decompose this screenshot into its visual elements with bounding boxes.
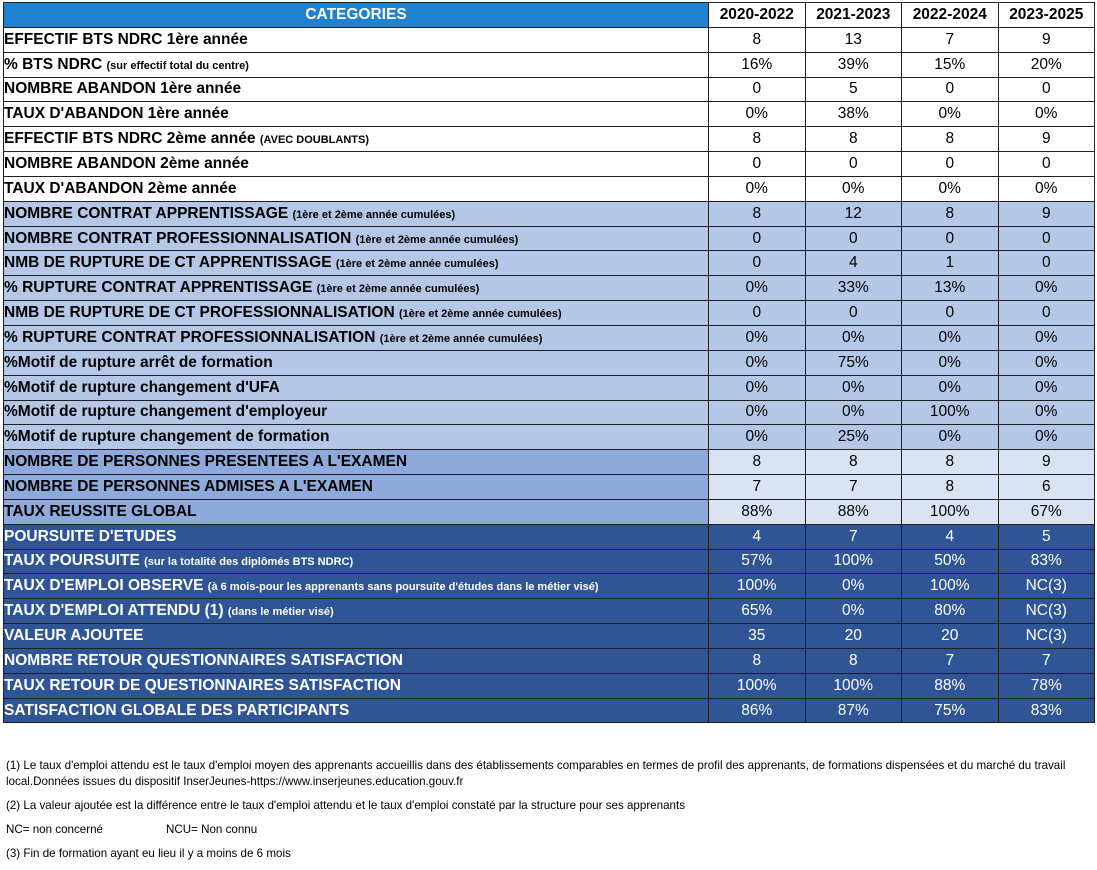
row-category: [4, 400, 709, 425]
row-label: NMB DE RUPTURE DE CT APPRENTISSAGE: [4, 254, 332, 272]
table-row: [4, 127, 1095, 152]
row-value: 0%: [805, 375, 902, 400]
row-category: [4, 425, 709, 450]
row-value: 7: [805, 475, 902, 500]
row-value: 0%: [709, 176, 806, 201]
row-value: 7: [902, 648, 999, 673]
row-value: 7: [709, 475, 806, 500]
row-category: [4, 350, 709, 375]
row-value: 38%: [805, 102, 902, 127]
row-value: 0%: [998, 425, 1095, 450]
row-value: 8: [902, 201, 999, 226]
row-label: EFFECTIF BTS NDRC 1ère année: [4, 30, 248, 48]
table-row: [4, 400, 1095, 425]
row-label: %Motif de rupture changement de formation: [4, 428, 330, 446]
row-label: NOMBRE CONTRAT PROFESSIONNALISATION: [4, 229, 352, 247]
header-year-3: 2022-2024: [902, 3, 999, 28]
row-value: 0%: [709, 276, 806, 301]
legend-ncu: NCU= Non connu: [166, 823, 258, 836]
row-label: % RUPTURE CONTRAT PROFESSIONNALISATION: [4, 328, 376, 346]
row-category: [4, 251, 709, 276]
table-row: [4, 201, 1095, 226]
row-label: %Motif de rupture changement d'UFA: [4, 378, 280, 396]
row-sublabel: (1ère et 2ème année cumulées): [316, 283, 480, 296]
row-value: NC(3): [998, 599, 1095, 624]
table-row: [4, 251, 1095, 276]
row-value: 0%: [998, 350, 1095, 375]
table-row: [4, 325, 1095, 350]
row-category: [4, 624, 709, 649]
table-row: [4, 475, 1095, 500]
row-category: [4, 375, 709, 400]
row-value: 57%: [709, 549, 806, 574]
row-value: 8: [709, 27, 806, 52]
row-value: 8: [902, 450, 999, 475]
table-row: [4, 152, 1095, 177]
row-value: 83%: [998, 549, 1095, 574]
row-value: 8: [709, 201, 806, 226]
row-value: 0%: [709, 325, 806, 350]
row-value: 0%: [998, 400, 1095, 425]
row-category: [4, 27, 709, 52]
row-sublabel: (1ère et 2ème année cumulées): [355, 233, 519, 246]
row-value: 87%: [805, 698, 902, 723]
row-sublabel: (1ère et 2ème année cumulées): [379, 332, 543, 345]
header-categories: CATEGORIES: [4, 3, 709, 28]
table-row: [4, 549, 1095, 574]
row-value: 0: [902, 77, 999, 102]
table-body: [4, 27, 1095, 723]
row-value: 100%: [805, 673, 902, 698]
row-value: 65%: [709, 599, 806, 624]
row-label: VALEUR AJOUTEE: [4, 627, 144, 645]
row-label: NOMBRE ABANDON 1ère année: [4, 80, 242, 98]
table-row: [4, 624, 1095, 649]
row-value: 16%: [709, 52, 806, 77]
row-category: [4, 599, 709, 624]
table-row: [4, 425, 1095, 450]
table-row: [4, 226, 1095, 251]
row-category: [4, 673, 709, 698]
row-value: 1: [902, 251, 999, 276]
row-category: [4, 127, 709, 152]
table-row: [4, 673, 1095, 698]
row-value: 83%: [998, 698, 1095, 723]
table-row: [4, 27, 1095, 52]
row-value: 0%: [805, 176, 902, 201]
row-category: [4, 276, 709, 301]
row-value: 88%: [902, 673, 999, 698]
row-label: NMB DE RUPTURE DE CT PROFESSIONNALISATION: [4, 304, 395, 322]
row-value: 8: [805, 648, 902, 673]
row-value: 5: [998, 524, 1095, 549]
legend-line: [6, 822, 1091, 838]
row-value: 0%: [709, 400, 806, 425]
row-label: TAUX D'ABANDON 1ère année: [4, 105, 229, 123]
row-category: [4, 325, 709, 350]
table-row: [4, 102, 1095, 127]
row-category: [4, 176, 709, 201]
row-value: 7: [805, 524, 902, 549]
table-row: [4, 276, 1095, 301]
row-value: 0%: [709, 425, 806, 450]
table-row: [4, 599, 1095, 624]
row-value: 78%: [998, 673, 1095, 698]
row-value: 0%: [902, 325, 999, 350]
row-value: 6: [998, 475, 1095, 500]
header-year-2: 2021-2023: [805, 3, 902, 28]
header-year-4: 2023-2025: [998, 3, 1095, 28]
row-value: 0: [709, 77, 806, 102]
row-value: 0%: [902, 350, 999, 375]
row-value: 8: [709, 127, 806, 152]
table-row: [4, 77, 1095, 102]
row-label: NOMBRE DE PERSONNES PRESENTEES A L'EXAMEN: [4, 453, 408, 471]
row-value: 4: [805, 251, 902, 276]
row-label: % RUPTURE CONTRAT APPRENTISSAGE: [4, 279, 313, 297]
row-value: 0: [709, 251, 806, 276]
row-value: 0%: [805, 400, 902, 425]
row-value: 0%: [709, 350, 806, 375]
legend-nc: NC= non concerné: [6, 823, 103, 836]
footnote-1: (1) Le taux d'emploi attendu est le taux d'emploi moyen des apprenants accueillis dans des établissements comparables en termes de profil des apprenants, de formations dispensées et du marché du travail local.Données issues du dispositif InserJeunes-https://www.inserjeunes.education.gouv.fr: [6, 759, 1066, 788]
row-sublabel: (sur la totalité des diplômés BTS NDRC): [144, 556, 354, 569]
row-label: % BTS NDRC: [4, 55, 103, 73]
footnote-2: (2) La valeur ajoutée est la différence entre le taux d'emploi attendu et le taux d'emploi constaté par la structure pour ses apprenants: [6, 799, 685, 812]
row-value: 50%: [902, 549, 999, 574]
row-value: 0: [805, 301, 902, 326]
row-value: 0%: [805, 325, 902, 350]
row-label: SATISFACTION GLOBALE DES PARTICIPANTS: [4, 701, 350, 719]
row-value: 20%: [998, 52, 1095, 77]
row-value: 25%: [805, 425, 902, 450]
row-value: 39%: [805, 52, 902, 77]
row-value: 0: [998, 152, 1095, 177]
row-value: 100%: [902, 574, 999, 599]
row-value: 86%: [709, 698, 806, 723]
row-category: [4, 499, 709, 524]
row-value: 88%: [709, 499, 806, 524]
row-value: 0: [902, 301, 999, 326]
row-value: 9: [998, 127, 1095, 152]
row-value: 15%: [902, 52, 999, 77]
row-value: 0%: [709, 375, 806, 400]
row-value: 0%: [902, 102, 999, 127]
row-value: 8: [709, 648, 806, 673]
row-value: 88%: [805, 499, 902, 524]
table-row: [4, 375, 1095, 400]
row-value: 75%: [805, 350, 902, 375]
row-value: 5: [805, 77, 902, 102]
row-value: 0%: [902, 176, 999, 201]
row-value: NC(3): [998, 624, 1095, 649]
row-sublabel: (AVEC DOUBLANTS): [259, 134, 369, 147]
row-value: 0: [709, 301, 806, 326]
row-value: 9: [998, 201, 1095, 226]
row-value: 8: [709, 450, 806, 475]
row-value: 0%: [998, 375, 1095, 400]
row-label: NOMBRE RETOUR QUESTIONNAIRES SATISFACTION: [4, 651, 404, 669]
row-label: TAUX D'EMPLOI ATTENDU (1): [4, 602, 224, 620]
row-value: 0%: [902, 375, 999, 400]
row-value: 80%: [902, 599, 999, 624]
row-value: 0%: [998, 102, 1095, 127]
row-value: 0%: [998, 325, 1095, 350]
row-value: 8: [902, 475, 999, 500]
row-value: 0%: [902, 425, 999, 450]
row-value: 0%: [998, 276, 1095, 301]
row-sublabel: (1ère et 2ème année cumulées): [292, 208, 456, 221]
row-value: 0: [998, 301, 1095, 326]
row-category: [4, 450, 709, 475]
row-value: 12: [805, 201, 902, 226]
row-value: 0: [998, 77, 1095, 102]
row-value: 20: [805, 624, 902, 649]
row-value: NC(3): [998, 574, 1095, 599]
table-row: [4, 574, 1095, 599]
row-category: [4, 152, 709, 177]
row-value: 0%: [709, 102, 806, 127]
row-value: 0: [709, 226, 806, 251]
row-sublabel: (à 6 mois-pour les apprenants sans poursuite d'études dans le métier visé): [207, 581, 599, 594]
row-value: 0%: [998, 176, 1095, 201]
row-value: 0: [998, 251, 1095, 276]
row-label: %Motif de rupture arrêt de formation: [4, 353, 273, 371]
row-value: 8: [805, 450, 902, 475]
row-sublabel: (1ère et 2ème année cumulées): [398, 308, 562, 321]
row-value: 7: [902, 27, 999, 52]
table-row: [4, 698, 1095, 723]
row-value: 33%: [805, 276, 902, 301]
row-value: 0: [998, 226, 1095, 251]
table-row: [4, 176, 1095, 201]
row-label: NOMBRE DE PERSONNES ADMISES A L'EXAMEN: [4, 477, 373, 495]
footnote-3: (3) Fin de formation ayant eu lieu il y a moins de 6 mois: [6, 847, 291, 860]
row-value: 0: [902, 152, 999, 177]
row-category: [4, 698, 709, 723]
row-value: 4: [709, 524, 806, 549]
row-category: [4, 549, 709, 574]
row-label: %Motif de rupture changement d'employeur: [4, 403, 328, 421]
row-label: EFFECTIF BTS NDRC 2ème année: [4, 130, 256, 148]
row-category: [4, 226, 709, 251]
row-value: 0: [805, 226, 902, 251]
row-value: 8: [805, 127, 902, 152]
row-label: TAUX RETOUR DE QUESTIONNAIRES SATISFACTION: [4, 676, 401, 694]
row-value: 75%: [902, 698, 999, 723]
row-value: 9: [998, 450, 1095, 475]
table-row: [4, 648, 1095, 673]
row-value: 0%: [805, 599, 902, 624]
header-row: [4, 3, 1095, 28]
table-header: [4, 3, 1095, 28]
row-category: [4, 574, 709, 599]
row-value: 13%: [902, 276, 999, 301]
table-row: [4, 52, 1095, 77]
row-value: 67%: [998, 499, 1095, 524]
row-label: TAUX D'EMPLOI OBSERVE: [4, 577, 204, 595]
row-value: 100%: [805, 549, 902, 574]
row-category: [4, 201, 709, 226]
row-value: 100%: [709, 673, 806, 698]
row-value: 100%: [709, 574, 806, 599]
row-sublabel: (1ère et 2ème année cumulées): [335, 258, 499, 271]
row-label: TAUX REUSSITE GLOBAL: [4, 502, 197, 520]
row-value: 100%: [902, 400, 999, 425]
row-sublabel: (sur effectif total du centre): [106, 59, 249, 72]
row-value: 7: [998, 648, 1095, 673]
row-value: 0: [709, 152, 806, 177]
table-row: [4, 350, 1095, 375]
table-row: [4, 524, 1095, 549]
row-value: 0: [805, 152, 902, 177]
row-value: 8: [902, 127, 999, 152]
row-category: [4, 102, 709, 127]
row-category: [4, 475, 709, 500]
table-row: [4, 499, 1095, 524]
row-value: 100%: [902, 499, 999, 524]
row-label: NOMBRE CONTRAT APPRENTISSAGE: [4, 204, 289, 222]
table-row: [4, 301, 1095, 326]
row-value: 20: [902, 624, 999, 649]
row-category: [4, 77, 709, 102]
header-year-1: 2020-2022: [709, 3, 806, 28]
row-label: NOMBRE ABANDON 2ème année: [4, 154, 249, 172]
row-label: TAUX POURSUITE: [4, 552, 140, 570]
row-sublabel: (dans le métier visé): [227, 606, 334, 619]
row-value: 0: [902, 226, 999, 251]
row-category: [4, 524, 709, 549]
row-category: [4, 301, 709, 326]
row-category: [4, 648, 709, 673]
row-label: POURSUITE D'ETUDES: [4, 527, 177, 545]
row-value: 4: [902, 524, 999, 549]
row-category: [4, 52, 709, 77]
row-label: TAUX D'ABANDON 2ème année: [4, 179, 237, 197]
footnotes: [6, 758, 1091, 870]
row-value: 35: [709, 624, 806, 649]
row-value: 0%: [805, 574, 902, 599]
statistics-table: [3, 2, 1095, 723]
table-row: [4, 450, 1095, 475]
row-value: 9: [998, 27, 1095, 52]
row-value: 13: [805, 27, 902, 52]
